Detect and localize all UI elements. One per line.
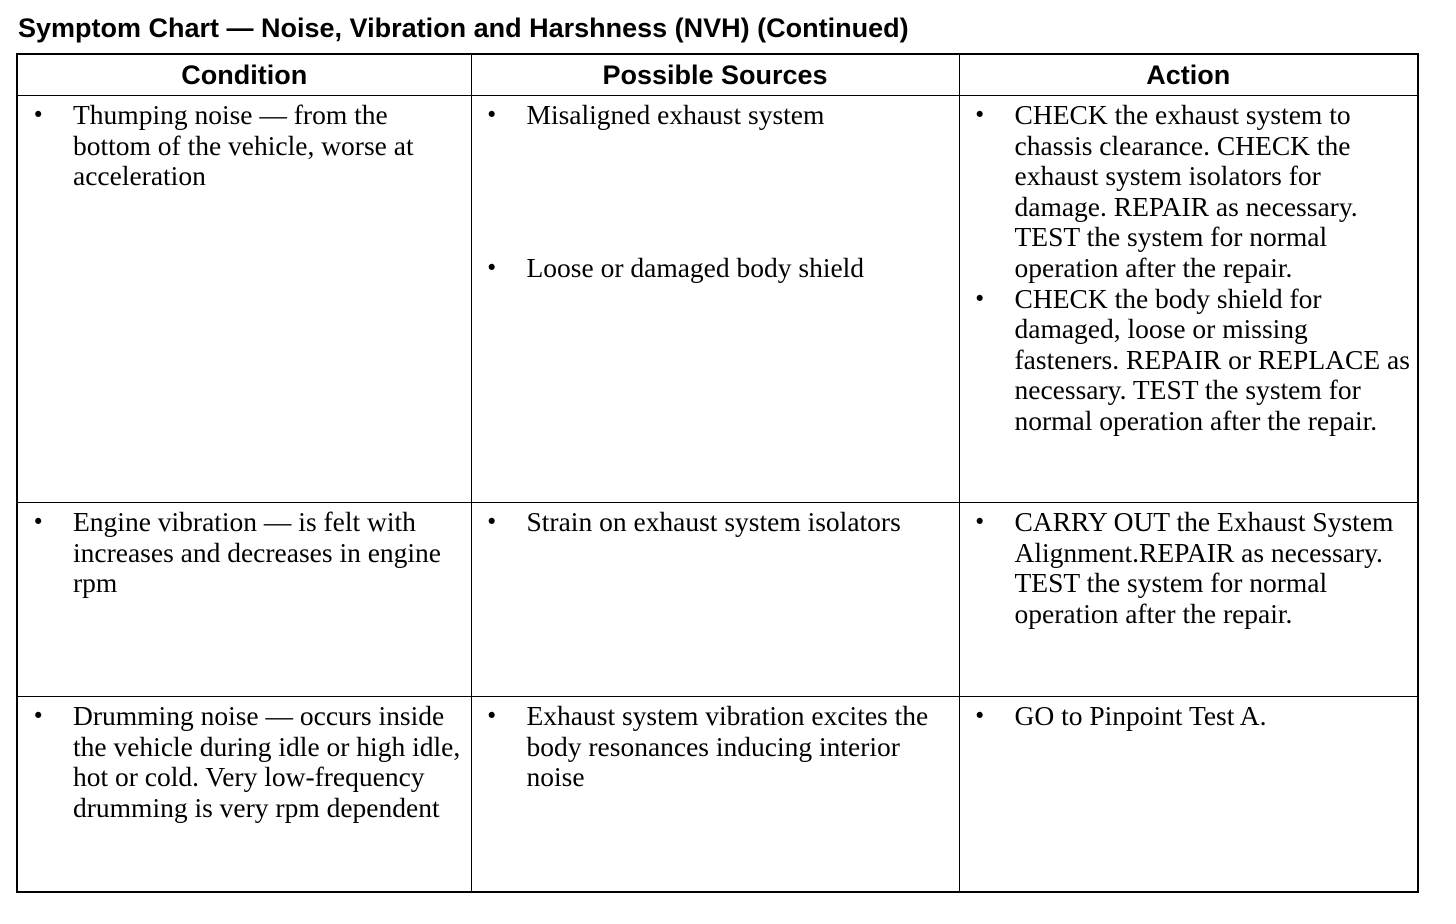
action-text: CHECK the exhaust system to chassis clearance. CHECK the exhaust system isolators for damage. REPAIR as necessary. TEST the system for normal operation after the repair. <box>1014 99 1358 283</box>
list-item <box>472 507 953 538</box>
bullet-icon: • <box>973 510 986 534</box>
list-item <box>472 701 953 793</box>
list-item <box>960 507 1412 629</box>
source-text: Exhaust system vibration excites the body resonances inducing interior noise <box>526 700 929 793</box>
table-row <box>17 697 1418 893</box>
bullet-icon: • <box>32 704 45 728</box>
condition-text: Engine vibration — is felt with increases and decreases in engine rpm <box>73 506 442 599</box>
symptom-chart-table <box>16 53 1419 893</box>
action-text: CARRY OUT the Exhaust System Alignment.REPAIR as necessary. TEST the system for normal operation after the repair. <box>1014 506 1394 629</box>
condition-cell <box>17 96 471 503</box>
sources-cell <box>471 697 959 893</box>
list-item <box>18 507 465 599</box>
list-item <box>960 100 1412 284</box>
action-text: CHECK the body shield for damaged, loose or missing fasteners. REPAIR or REPLACE as necessary. TEST the system for normal operation after the repair. <box>1014 282 1410 436</box>
list-item <box>960 284 1412 437</box>
header-row <box>17 54 1418 96</box>
bullet-icon: • <box>485 510 498 534</box>
list-item <box>18 701 465 823</box>
condition-text: Thumping noise — from the bottom of the vehicle, worse at acceleration <box>73 99 414 192</box>
bullet-icon: • <box>973 103 986 127</box>
bullet-icon: • <box>485 103 498 127</box>
bullet-icon: • <box>32 510 45 534</box>
list-item <box>472 253 953 284</box>
table-row <box>17 503 1418 697</box>
header-possible-sources: Possible Sources <box>471 54 959 96</box>
list-item <box>960 701 1412 732</box>
action-cell <box>959 96 1418 503</box>
bullet-icon: • <box>485 255 498 280</box>
header-condition: Condition <box>17 54 471 96</box>
sources-cell <box>471 503 959 697</box>
page-title: Symptom Chart — Noise, Vibration and Harshness (NVH) (Continued) <box>18 13 909 43</box>
action-cell <box>959 503 1418 697</box>
action-cell <box>959 697 1418 893</box>
condition-cell <box>17 697 471 893</box>
list-item <box>472 100 953 131</box>
list-item <box>18 100 465 192</box>
condition-cell <box>17 503 471 697</box>
bullet-icon: • <box>973 286 986 311</box>
source-text: Loose or damaged body shield <box>526 251 865 283</box>
action-text: GO to Pinpoint Test A. <box>1014 700 1267 731</box>
header-action: Action <box>959 54 1418 96</box>
table-row <box>17 96 1418 503</box>
condition-text: Drumming noise — occurs inside the vehicle during idle or high idle, hot or cold. Very low-frequency drumming is very rpm dependent <box>73 700 461 823</box>
source-text: Strain on exhaust system isolators <box>526 506 901 537</box>
sources-cell <box>471 96 959 503</box>
source-text: Misaligned exhaust system <box>526 99 825 130</box>
bullet-icon: • <box>32 103 45 127</box>
bullet-icon: • <box>485 704 498 728</box>
bullet-icon: • <box>973 704 986 728</box>
